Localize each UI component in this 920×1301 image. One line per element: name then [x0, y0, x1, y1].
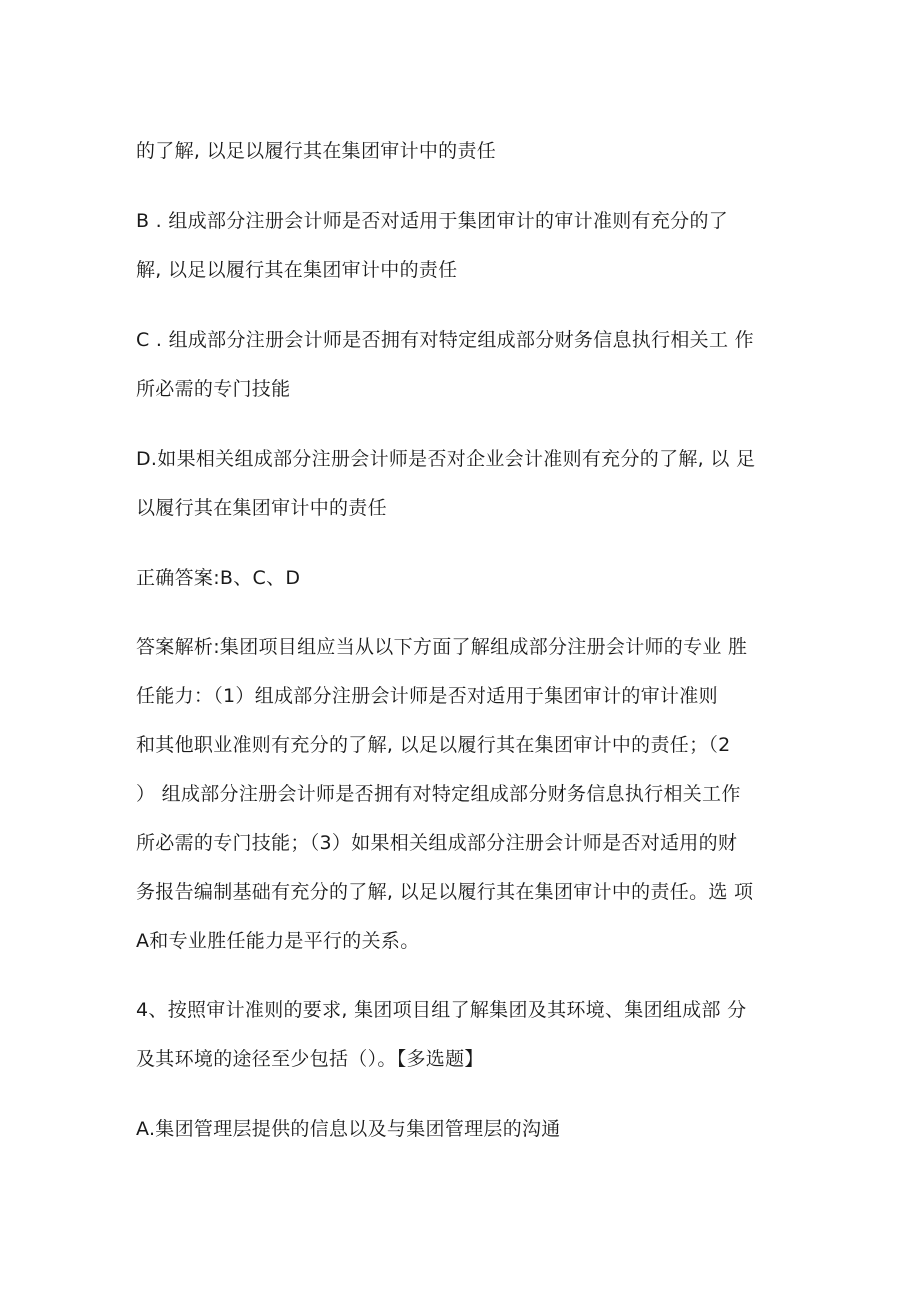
question-4-line: 4、按照审计准则的要求, 集团项目组了解集团及其环境、集团组成部 分 [136, 999, 747, 1021]
correct-answer: 正确答案:B、C、D [136, 567, 301, 589]
explanation-line: 答案解析:集团项目组应当从以下方面了解组成部分注册会计师的专业 胜 [136, 636, 748, 658]
question-4-line: 及其环境的途径至少包括（）。【多选题】 [136, 1048, 484, 1070]
explanation-line: 任能力：（1）组成部分注册会计师是否对适用于集团审计的审计准则 [136, 685, 718, 707]
explanation-line: A和专业胜任能力是平行的关系。 [136, 930, 420, 952]
option-a-line: A.集团管理层提供的信息以及与集团管理层的沟通 [136, 1118, 561, 1140]
text-line: 解, 以足以履行其在集团审计中的责任 [136, 259, 458, 281]
option-b-line: B . 组成部分注册会计师是否对适用于集团审计的审计准则有充分的了 [136, 210, 729, 232]
explanation-line: 所必需的专门技能；（3）如果相关组成部分注册会计师是否对适用的财 [136, 832, 738, 854]
explanation-line: ） 组成部分注册会计师是否拥有对特定组成部分财务信息执行相关工作 [136, 783, 741, 805]
explanation-line: 和其他职业准则有充分的了解, 以足以履行其在集团审计中的责任；（2 [136, 734, 731, 756]
explanation-line: 务报告编制基础有充分的了解, 以足以履行其在集团审计中的责任。选 项 [136, 881, 754, 903]
text-line: 以履行其在集团审计中的责任 [136, 497, 387, 519]
option-d-line: D.如果相关组成部分注册会计师是否对企业会计准则有充分的了解, 以 足 [136, 448, 756, 470]
text-line: 的了解, 以足以履行其在集团审计中的责任 [136, 140, 497, 162]
text-line: 所必需的专门技能 [136, 378, 291, 400]
option-c-line: C . 组成部分注册会计师是否拥有对特定组成部分财务信息执行相关工 作 [136, 329, 754, 351]
